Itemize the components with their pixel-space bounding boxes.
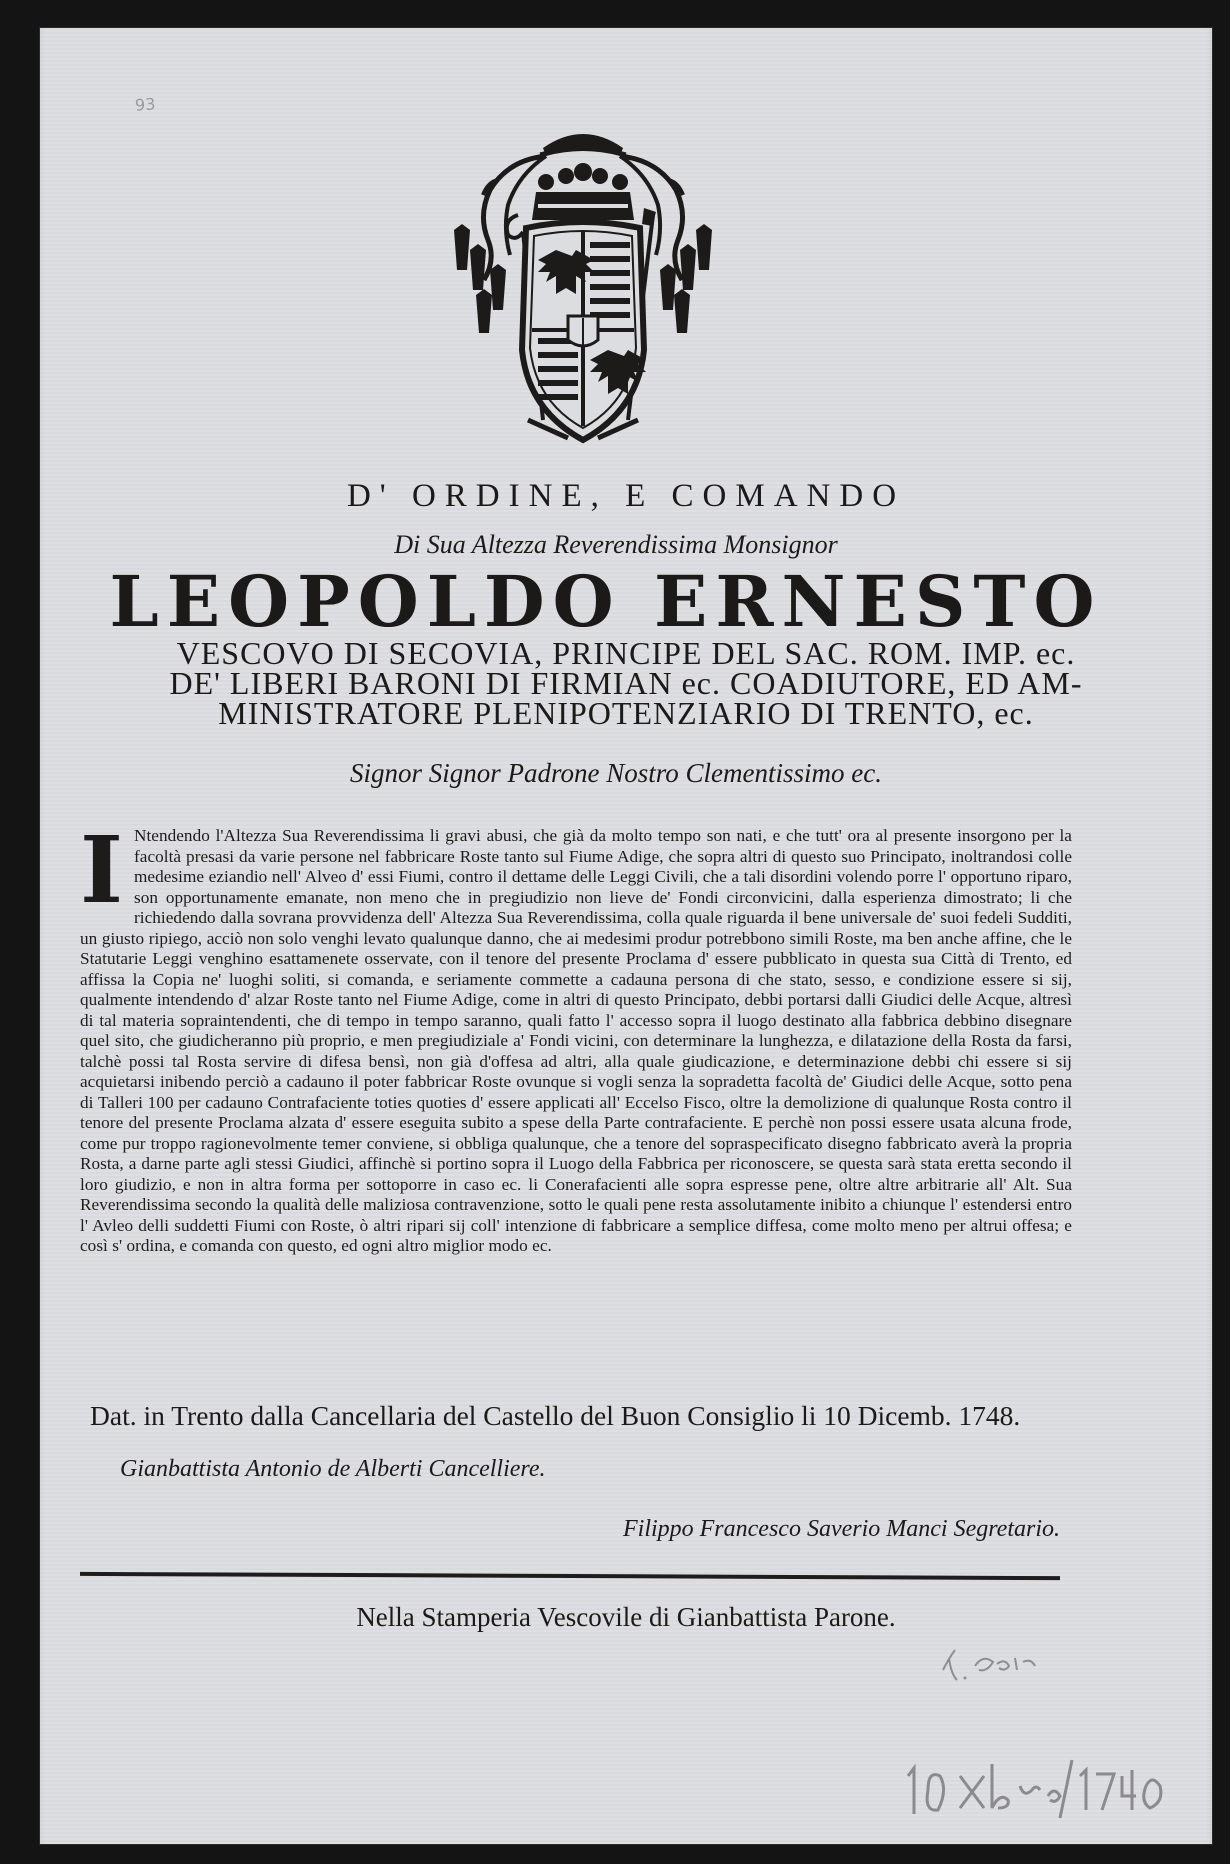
proclamation-text: Ntendendo l'Altezza Sua Reverendissima li gravi abusi, che già da molto tempo son nati, e che tutt' ora al presente insorgono per la facoltà presasi da varie persone nel fabbricare Roste tanto sul Fiume Adige, che sopra altri di questo suo Principato, inoltrandosi colle medesime eziandio nell' Alveo d' essi Fiumi, contro il dettame delle Leggi Civili, che a tali disordini volendo porre l' opportuno riparo, son opportunamente emanate, non meno che in pregiudizio non lieve de' Fondi circonvicini, dalla esperienza dimostrato; li che richiedendo dalla sovrana provvidenza dell' Altezza Sua Reverendissima, colla quale riguarda il bene universale de' suoi fedeli Sudditi, un giusto ripiego, acciò non solo venghi levato qualunque danno, che ai medesimi produr potrebbono simili Roste, ma ben anche affine, che le Statutarie Leggi venghino esattamenete osservate, con il tenore del presente Proclama d' essere pubblicato in questa sua Città di Trento, ed affissa la Copia ne' luoghi soliti, si comanda, e seriamente commette a cadauna persona di che stato, sesso, e condizione essere si sij, qualmente intendendo d' alzar Roste tanto nel Fiume Adige, come in altri di questo Principato, debbi portarsi dalli Giudici delle Acque, altresì di tal materia sopraintendenti, che di tempo in tempo saranno, quali fatto l' accesso sopra il luogo destinato alla fabbrica debbino disegnare quel sito, che giudicheranno più proprio, e men pregiudiziale a' Fondi vicini, con determinare la lunghezza, e dilatazione della Rosta da farsi, talchè possi tal Rosta servire di difesa bensì, non già d'offesa ad altri, alla quale giudicazione, e determinazione debbi chi essere si sij acquietarsi inibendo perciò a cadauno il poter fabbricar Roste ovunque si vogli senza la sopradetta facoltà de' Giudici delle Acque, sotto pena di Talleri 100 per cadauno Contrafaciente toties quoties d' essere applicati all' Eccelso Fisco, oltre la demolizione di qualunque Rosta contro il tenore del presente Proclama alzata d' essere eseguita subito a spese della Parte contrafaciente. E perchè non possi essere usata alcuna frode, come pur troppo ragionevolmente temer conviene, si obbliga qualunque, che a tenore del sopraspecificato disegno fabbricato averà la propria Rosta, a darne parte agli stessi Giudici, affinchè si portino sopra il Luogo della Fabbrica per riconoscere, se questa sarà stata eretta secondo il loro giudizio, e non in altra forma per sottoporre in caso ec. li Conerafacienti alle sopra espresse pene, oltre altre arbitrarie all' Alt. Sua Reverendissima secondo la qualità delle maliziosa contravenzione, sotto le quali pene resta assolutamente inibito a chiunque l' estendersi entro l' Avleo delli suddetti Fiumi con Roste, ò altri ripari sij coll' intenzione di fabbricare a semplice diffesa, come molto meno per altrui offesa; e così s' ordina, e comanda con questo, ed ogni altro miglior modo ec. xyxy=(80,826,1072,1255)
proclamation-body xyxy=(80,816,1072,1366)
coat-of-arms-icon xyxy=(448,120,718,450)
heading-order: D' ORDINE, E COMANDO xyxy=(346,478,906,514)
title-line-3: MINISTRATORE PLENIPOTENZIARIO DI TRENTO, ec. xyxy=(218,695,1034,731)
title-line-2: DE' LIBERI BARONI DI FIRMIAN ec. COADIUTORE, ED AM- xyxy=(169,665,1083,701)
bishop-name: LEOPOLDO ERNESTO xyxy=(109,560,1103,643)
chancellor-signature: Gianbattista Antonio de Alberti Cancelliere. xyxy=(120,1456,546,1482)
handwritten-mark xyxy=(935,1640,1045,1690)
signor-line: Signor Signor Padrone Nostro Clementissimo ec. xyxy=(350,758,882,788)
drop-cap: I xyxy=(80,816,124,924)
title-line-1: VESCOVO DI SECOVIA, PRINCIPE DEL SAC. ROM. IMP. ec. xyxy=(176,635,1076,671)
secretary-signature: Filippo Francesco Saverio Manci Segretario. xyxy=(622,1516,1060,1542)
pencil-page-number: 93 xyxy=(134,94,156,115)
handwritten-date xyxy=(900,1746,1170,1826)
heading-sua-altezza: Di Sua Altezza Reverendissima Monsignor xyxy=(394,530,838,559)
printer-imprint: Nella Stamperia Vescovile di Gianbattista Parone. xyxy=(356,1602,896,1632)
dated-line: Dat. in Trento dalla Cancellaria del Castello del Buon Consiglio li 10 Dicemb. 1748. xyxy=(90,1400,1021,1431)
